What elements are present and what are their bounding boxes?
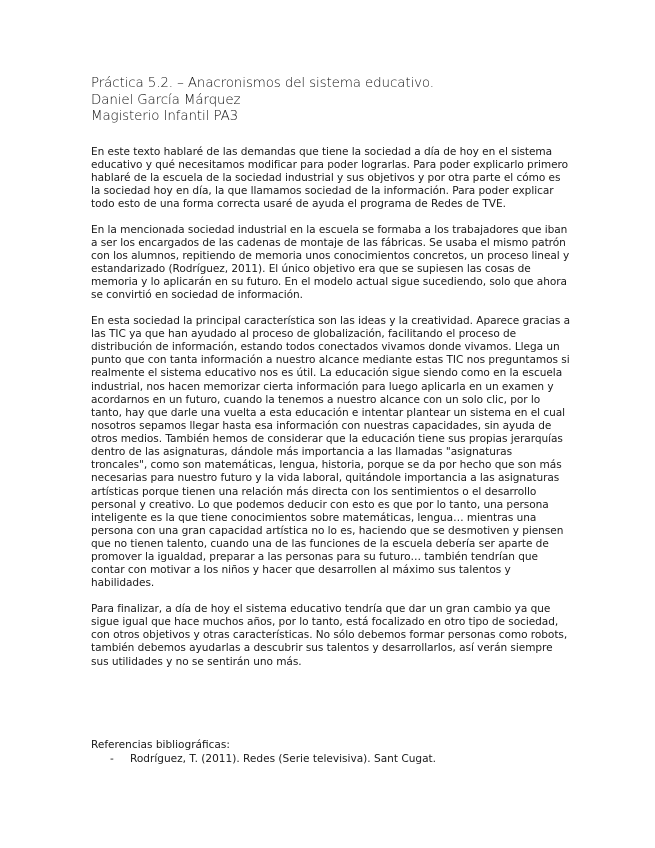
author-name: Daniel García Márquez (91, 92, 241, 108)
reference-item (91, 753, 571, 766)
paragraph-intro: En este texto hablaré de las demandas que tiene la sociedad a día de hoy en el sistema educativo y qué necesitamos modificar para poder lograrlas. Para poder explicarlo primero hablaré de la escuela de la sociedad industrial y sus objetivos y por otra parte el cómo es la sociedad hoy en día, la que llamamos sociedad de la información. Para poder explicar todo esto de una forma correcta usaré de ayuda el programa de Redes de TVE. (91, 145, 568, 210)
reference-text: Rodríguez, T. (2011). Redes (Serie televisiva). Sant Cugat. (130, 753, 437, 766)
paragraph-information-society: En esta sociedad la principal característica son las ideas y la creatividad. Aparece gracias a las TIC ya que han ayudado al proceso de globalización, facilitando el proceso de distribución de información, estando todos conectados vivamos donde vivamos. Llega un punto que con tanta información a nuestro alcance mediante estas TIC nos preguntamos si realmente el sistema educativo nos es útil. La educación sigue siendo como en la escuela industrial, nos hacen memorizar cierta información para luego aplicarla en un examen y acordarnos en un futuro, cuando la tenemos a nuestro alcance con un solo clic, por lo tanto, hay que darle una vuelta a esta educación e intentar plantear un sistema en el cual nosotros sepamos llegar hasta esa información con nuestras capacidades, sin ayuda de otros medios. También hemos de considerar que la educación tiene sus propias jerarquías dentro de las asignaturas, dándole más importancia a las llamadas "asignaturas troncales", como son matemáticas, lengua, historia, porque se da por hecho que son más necesarias para nuestro futuro y la vida laboral, quitándole importancia a las asignaturas artísticas porque tienen una relación más directa con los sentimientos o el desarrollo personal y creativo. Lo que podemos deducir con esto es que por lo tanto, una persona inteligente es la que tiene conocimientos sobre matemáticas, lengua… mientras una persona con una gran capacidad artística no lo es, haciendo que se desmotiven y piensen que no tienen talento, cuando una de las funciones de la escuela debería ser aparte de promover la igualdad, preparar a las personas para su futuro… también tendrían que contar con motivar a los niños y hacer que desarrollen al máximo sus talentos y habilidades. (91, 314, 571, 590)
group-name: Magisterio Infantil PA3 (91, 109, 239, 124)
document-header (91, 76, 571, 126)
document-title: Práctica 5.2. – Anacronismos del sistema educativo. (91, 76, 434, 91)
references-section (91, 739, 571, 766)
references-heading: Referencias bibliográficas: (91, 739, 230, 751)
document-page (91, 76, 571, 681)
paragraph-industrial-society: En la mencionada sociedad industrial en la escuela se formaba a los trabajadores que iban a ser los encargados de las cadenas de montaje de las fábricas. Se usaba el mismo patrón con los alumnos, repitiendo de memoria unos conocimientos concretos, un proceso lineal y estandarizado (Rodríguez, 2011). El único objetivo era que se supiesen las cosas de memoria y lo aplicarán en su futuro. En el modelo actual sigue sucediendo, solo que ahora se convirtió en sociedad de información. (91, 223, 570, 302)
reference-bullet: - (110, 753, 114, 766)
paragraph-conclusion: Para finalizar, a día de hoy el sistema educativo tendría que dar un gran cambio ya que sigue igual que hace muchos años, por lo tanto, está focalizado en otro tipo de sociedad, con otros objetivos y otras características. No sólo debemos formar personas como robots, también debemos ayudarlas a descubrir sus talentos y desarrollarlos, así verán siempre sus utilidades y no se sentirán uno más. (91, 603, 568, 668)
